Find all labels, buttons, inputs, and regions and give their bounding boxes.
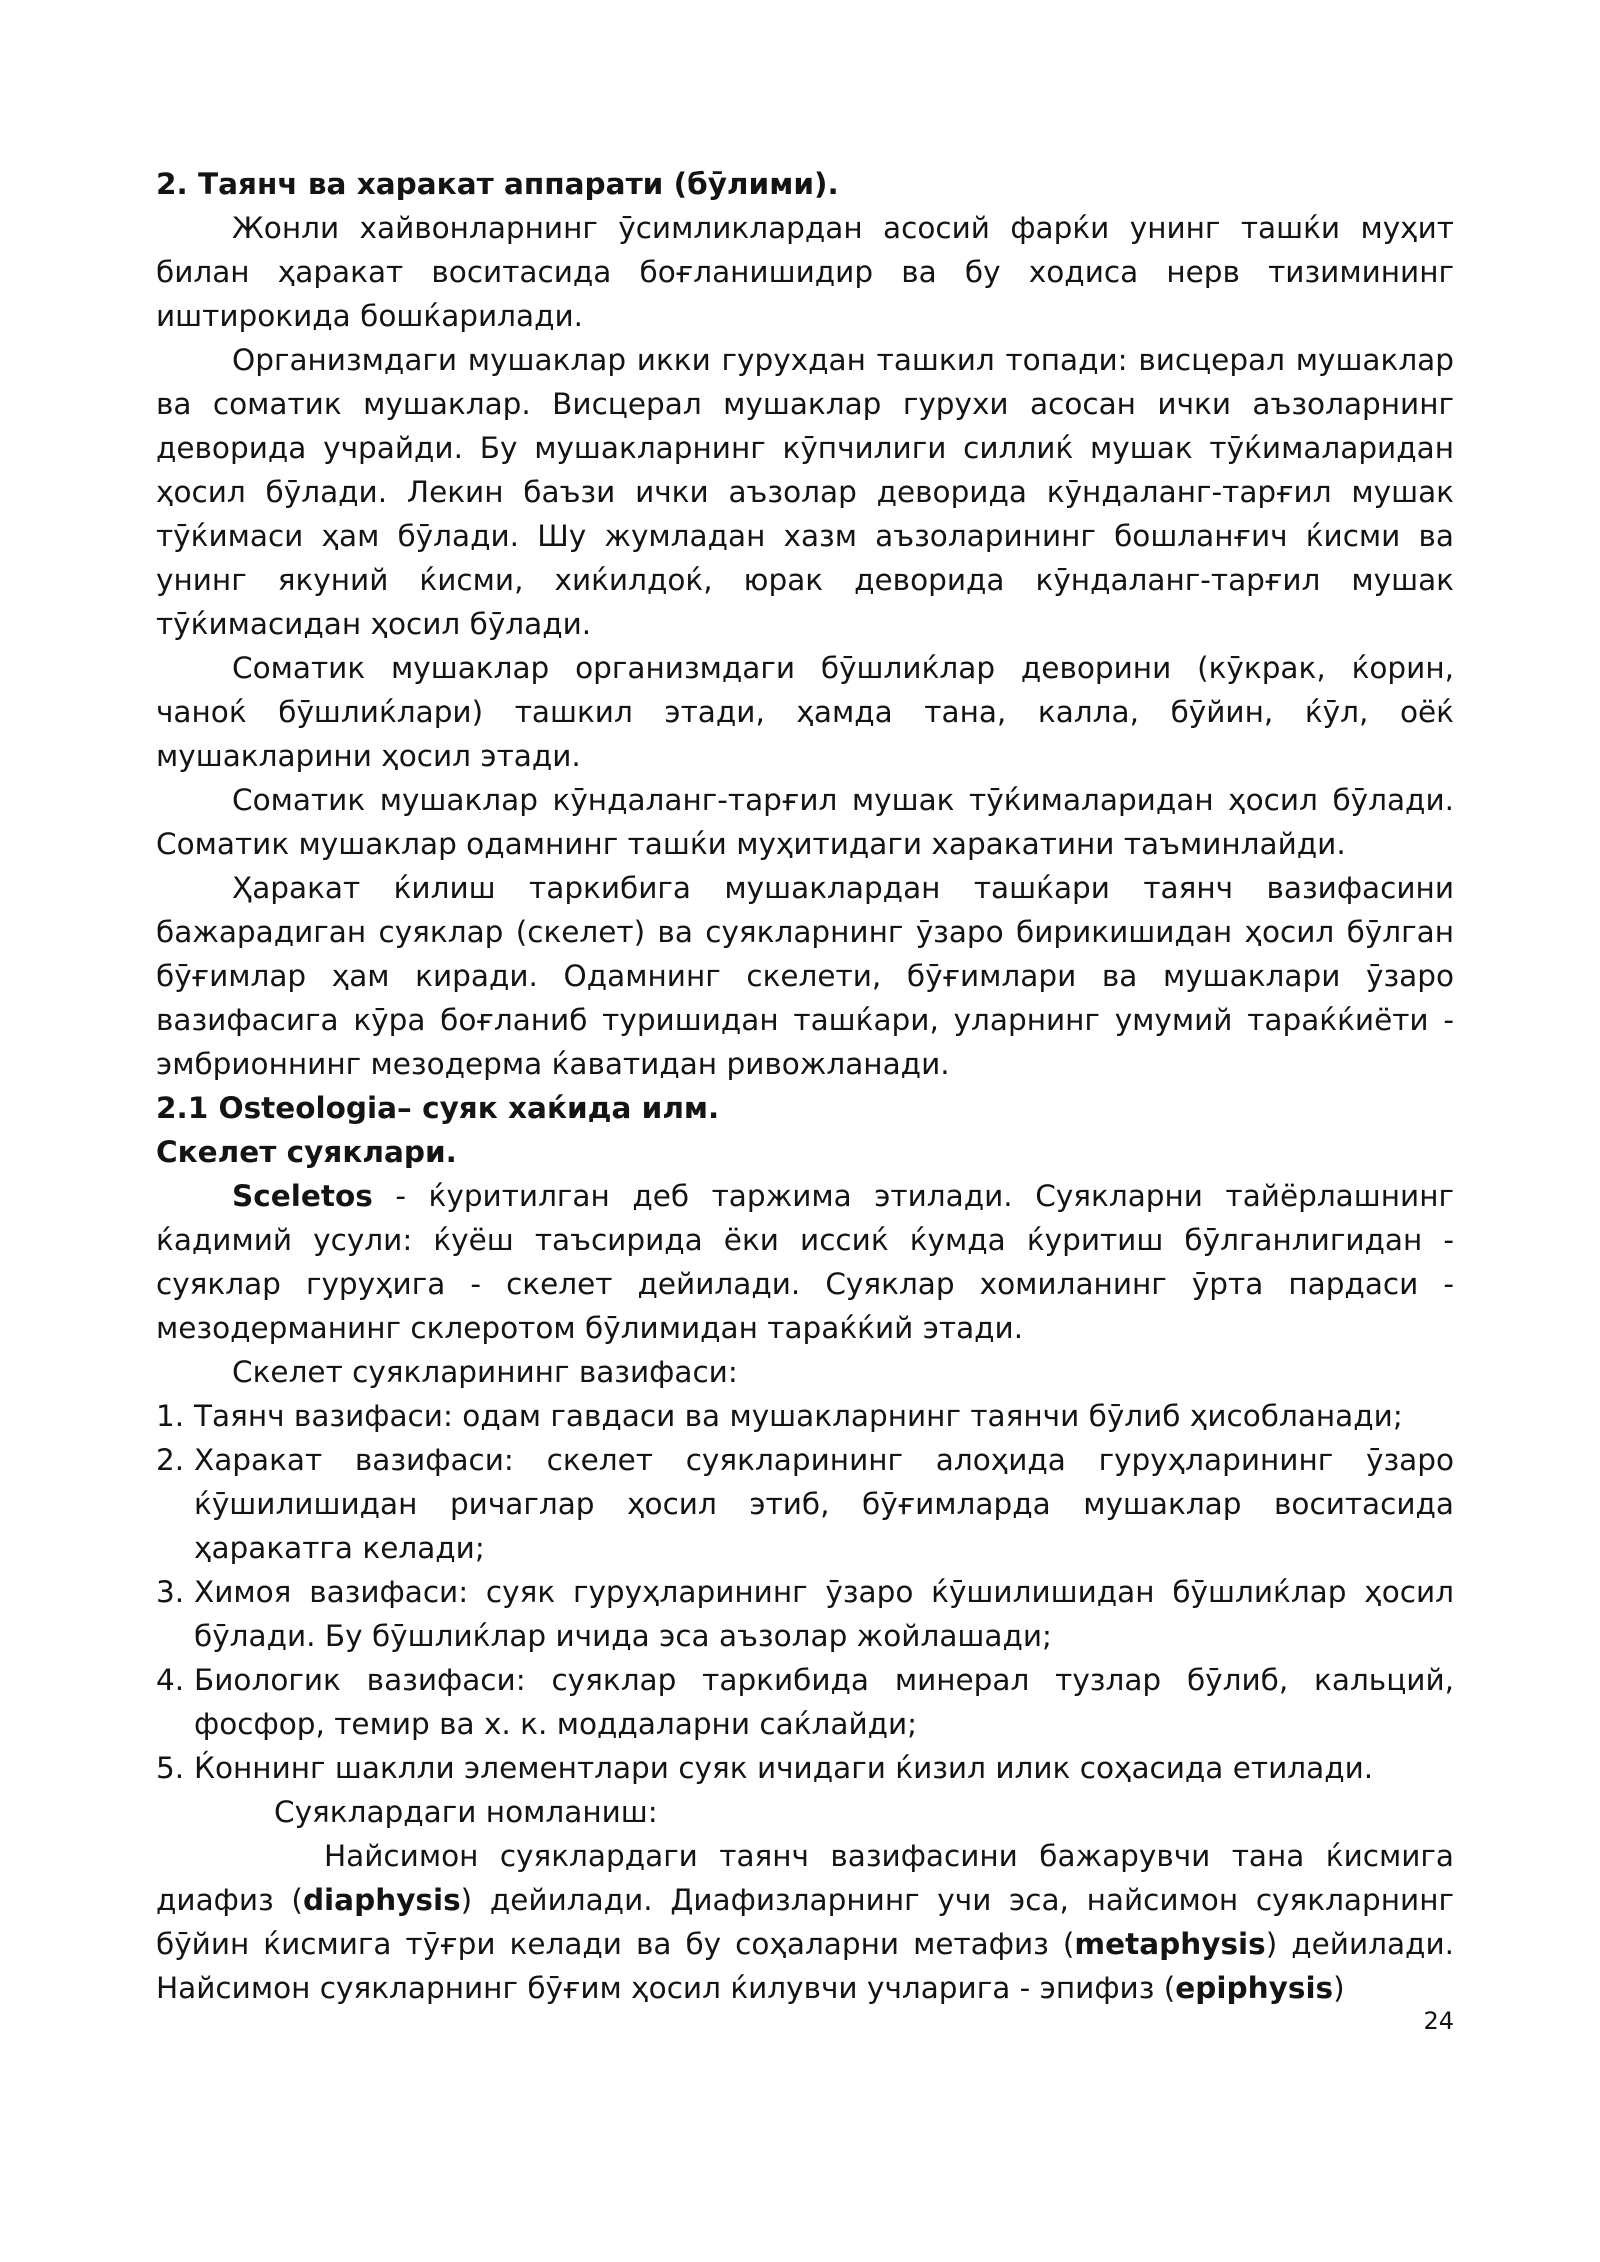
sceletos-term: Sceletos (232, 1179, 373, 1213)
list-item-number: 3. (156, 1575, 185, 1609)
list-item-text: Харакат вазифаси: скелет суякларининг алоҳида гуруҳларининг ӯзаро ќӯшилишидан ричаглар ҳосил этиб, бӯғимларда мушаклар воситасида ҳаракатга келади; (194, 1443, 1454, 1565)
list-item-number: 4. (156, 1663, 185, 1697)
list-item (156, 1746, 1454, 1790)
paragraph: Соматик мушаклар кӯндаланг-тарғил мушак тӯќималаридан ҳосил бӯлади. Соматик мушаклар одамнинг ташќи муҳитидаги харакатини таъминлайди. (156, 783, 1454, 861)
functions-intro: Скелет суякларининг вазифаси: (232, 1355, 738, 1389)
nomenclature-paragraph (156, 1834, 1454, 2010)
nomenclature-text: ) дейилади. Найсимон суякларнинг бӯғим ҳосил ќилувчи учларига - эпифиз ( (156, 1927, 1454, 2005)
sceletos-text: - ќуритилган деб таржима этилади. Суякларни тайёрлашнинг ќадимий усули: ќуёш таъсирида ёки иссиќ ќумда ќуритиш бӯлганлигидан - суяклар гуруҳига - скелет дейилади. Суяклар хомиланинг ӯрта пардаси - мезодерманинг склеротом бӯлимидан тараќќий этади. (156, 1179, 1454, 1345)
paragraph: Ҳаракат ќилиш таркибига мушаклардан ташќари таянч вазифасини бажарадиган суяклар (скелет) ва суякларнинг ӯзаро бирикишидан ҳосил бӯлган бӯғимлар ҳам киради. Одамнинг скелети, бӯғимлари ва мушаклари ӯзаро вазифасига кӯра боғланиб туришидан ташќари, уларнинг умумий тараќќиёти - эмбрионнинг мезодерма ќаватидан ривожланади. (156, 871, 1454, 1081)
document-page (156, 162, 1454, 2010)
term-diaphysis: diaphysis (302, 1883, 461, 1917)
nomenclature-text: ) (1333, 1971, 1345, 2005)
paragraph: Организмдаги мушаклар икки гурухдан ташкил топади: висцерал мушаклар ва соматик мушаклар. Висцерал мушаклар гурухи асосан ички аъзоларнинг деворида учрайди. Бу мушакларнинг кӯпчилиги силлиќ мушак тӯќималаридан ҳосил бӯлади. Лекин баъзи ички аъзолар деворида кӯндаланг-тарғил мушак тӯќимаси ҳам бӯлади. Шу жумладан хазм аъзоларининг бошланғич ќисми ва унинг якуний ќисми, хиќилдоќ, юрак деворида кӯндаланг-тарғил мушак тӯќимасидан ҳосил бӯлади. (156, 343, 1454, 641)
sceletos-paragraph (156, 1174, 1454, 1350)
subheading-osteology: 2.1 Osteologia– суяк хаќида илм. (156, 1091, 720, 1125)
list-item-number: 2. (156, 1443, 185, 1477)
list-item-number: 1. (156, 1399, 185, 1433)
term-epiphysis: epiphysis (1175, 1971, 1334, 2005)
paragraph: Жонли хайвонларнинг ӯсимликлардан асосий фарќи унинг ташќи муҳит билан ҳаракат воситасида боғланишидир ва бу ходиса нерв тизимининг иштирокида бошќарилади. (156, 211, 1454, 333)
list-item-text: Химоя вазифаси: суяк гуруҳларининг ӯзаро ќӯшилишидан бӯшлиќлар ҳосил бӯлади. Бу бӯшлиќлар ичида эса аъзолар жойлашади; (194, 1575, 1454, 1653)
paragraph: Соматик мушаклар организмдаги бӯшлиќлар деворини (кӯкрак, ќорин, чаноќ бӯшлиќлари) ташкил этади, ҳамда тана, калла, бӯйин, ќӯл, оёќ мушакларини ҳосил этади. (156, 651, 1454, 773)
nomenclature-intro: Суяклардаги номланиш: (274, 1795, 658, 1829)
list-item (156, 1394, 1454, 1438)
list-item-text: Ќоннинг шаклли элементлари суяк ичидаги ќизил илик соҳасида етилади. (194, 1751, 1374, 1785)
list-item (156, 1658, 1454, 1746)
list-item-text: Биологик вазифаси: суяклар таркибида минерал тузлар бӯлиб, кальций, фосфор, темир ва х. к. моддаларни саќлайди; (194, 1663, 1454, 1741)
functions-list (156, 1394, 1454, 1790)
list-item (156, 1570, 1454, 1658)
page-number: 24 (1423, 2007, 1454, 2035)
term-metaphysis: metaphysis (1074, 1927, 1266, 1961)
list-item-number: 5. (156, 1751, 185, 1785)
list-item-text: Таянч вазифаси: одам гавдаси ва мушакларнинг таянчи бӯлиб ҳисобланади; (194, 1399, 1403, 1433)
nomenclature-text: ) дейилади. Диафизларнинг учи эса, найсимон суякларнинг бӯйин ќисмига тӯғри келади ва бу соҳаларни метафиз ( (156, 1883, 1454, 1961)
list-item (156, 1438, 1454, 1570)
subheading-skeleton: Скелет суяклари. (156, 1135, 457, 1169)
nomenclature-text: Найсимон суяклардаги таянч вазифасини бажарувчи тана ќисмига диафиз ( (156, 1839, 1454, 1917)
section-heading: 2. Таянч ва харакат аппарати (бӯлими). (156, 167, 839, 201)
